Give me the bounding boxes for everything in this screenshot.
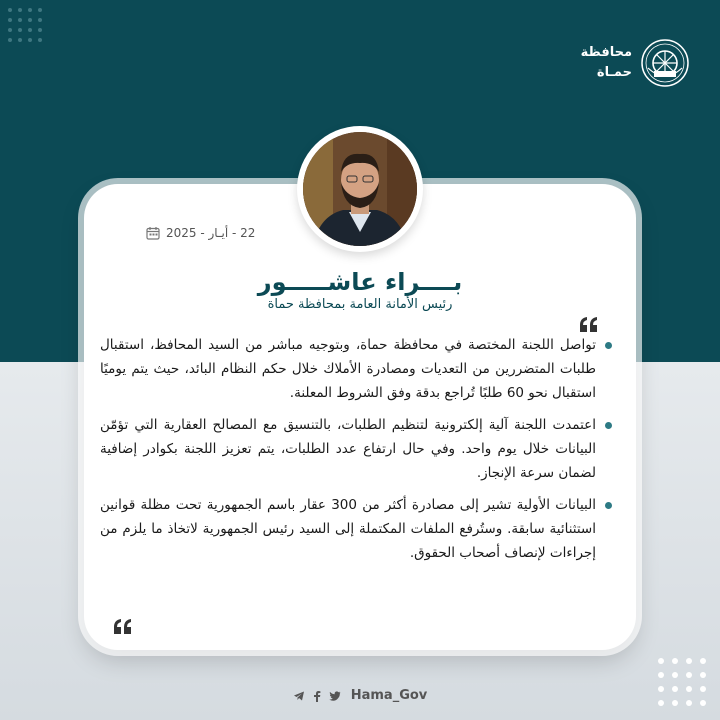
decorative-dots-bottom-right (658, 658, 706, 706)
decorative-dots-top-left (8, 8, 42, 42)
social-icons (293, 690, 341, 702)
statement-paragraph (100, 493, 612, 565)
brand-logo (581, 38, 690, 88)
quote-icon (112, 618, 134, 634)
paragraph-text: اعتمدت اللجنة آلية إلكترونية لتنظيم الطلبات، بالتنسيق مع المصالح العقارية التي تؤمّن البيانات خلال يوم واحد. وفي حال ارتفاع عدد الطلبات، يتم تعزيز اللجنة بكوادر إضافية لضمان سرعة الإنجاز. (100, 417, 596, 481)
bullet-icon (605, 342, 612, 349)
telegram-icon[interactable] (293, 690, 305, 702)
date-text: 22 - أيـار - 2025 (166, 226, 256, 240)
brand-name-line1: محافظة (580, 45, 632, 60)
statement-body (100, 333, 612, 573)
brand-name-line2: حمـاة (596, 65, 632, 80)
portrait-illustration (303, 132, 417, 246)
portrait-photo (303, 132, 417, 246)
social-handle[interactable]: Hama_Gov (350, 688, 428, 703)
footer (0, 688, 720, 703)
facebook-icon[interactable] (311, 690, 323, 702)
brand-name (581, 43, 632, 83)
bullet-icon (605, 502, 612, 509)
person-name: بــــراء عاشـــــور (257, 268, 463, 296)
avatar (297, 126, 423, 252)
statement-paragraph (100, 413, 612, 485)
post-date (146, 226, 255, 240)
paragraph-text: تواصل اللجنة المختصة في محافظة حماة، وبتوجيه مباشر من السيد المحافظ، استقبال طلبات المتضررين من التعديات ومصادرة الأملاك خلال حكم النظام البائد، حيث يتم يوميًا استقبال نحو 60 طلبًا تُراجع بدقة وفق الشروط المعلنة. (100, 337, 596, 401)
paragraph-text: البيانات الأولية تشير إلى مصادرة أكثر من 300 عقار باسم الجمهورية تحت مظلة قوانين استثنائية سابقة. وستُرفع الملفات المكتملة إلى السيد رئيس الجمهورية لاتخاذ ما يلزم من إجراءات لإنصاف أصحاب الحقوق. (100, 497, 596, 561)
bullet-icon (605, 422, 612, 429)
quote-icon (578, 316, 600, 332)
calendar-icon (146, 226, 160, 240)
governorate-emblem-icon (640, 38, 690, 88)
twitter-icon[interactable] (329, 690, 341, 702)
statement-paragraph (100, 333, 612, 405)
person-title: رئيس الأمانة العامة بمحافظة حماة (267, 297, 453, 312)
